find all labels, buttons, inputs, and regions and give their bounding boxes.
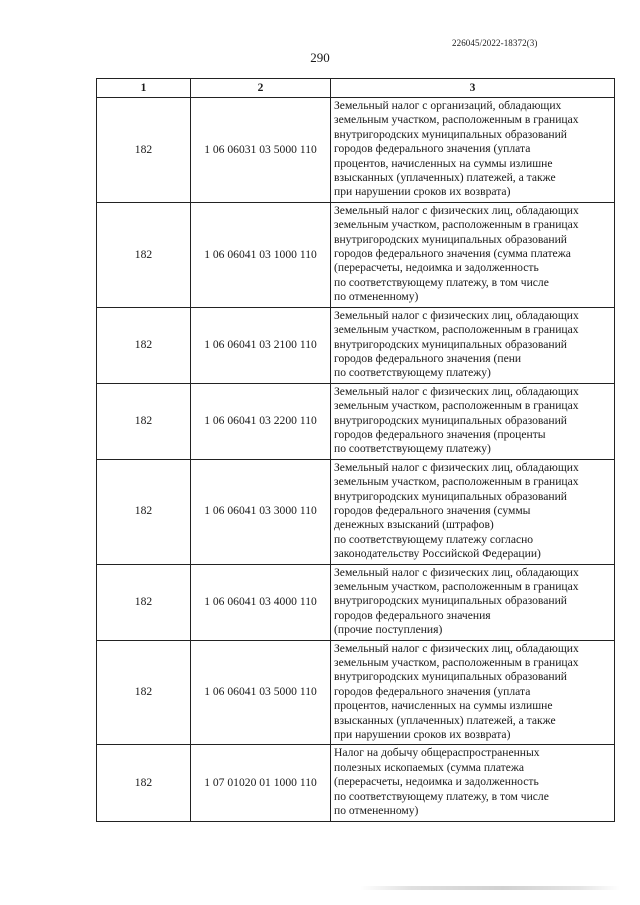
column-header-3: 3 <box>331 79 615 98</box>
budget-classification-code-cell: 1 06 06041 03 2100 110 <box>191 307 331 383</box>
table-row <box>97 459 615 564</box>
administrator-code-cell: 182 <box>97 202 191 307</box>
description-line: по соответствующему платежу) <box>334 442 491 456</box>
description-line: Земельный налог с физических лиц, обладающих <box>334 565 579 579</box>
budget-classification-code-cell: 1 06 06041 03 5000 110 <box>191 640 331 745</box>
description-line: внутригородских муниципальных образований <box>334 413 567 427</box>
page-number: 290 <box>310 50 330 65</box>
description-line: земельным участком, расположенным в границах <box>334 218 579 232</box>
table-row <box>97 745 615 821</box>
description-line: взысканных (уплаченных) платежей, а также <box>334 171 556 185</box>
budget-classification-table <box>96 78 615 822</box>
revenue-description-cell <box>331 98 615 203</box>
description-line: городов федерального значения (пени <box>334 351 522 365</box>
table-body <box>97 98 615 822</box>
description-line: внутригородских муниципальных образований <box>334 594 567 608</box>
description-line: (перерасчеты, недоимка и задолженность <box>334 775 539 789</box>
description-line: внутригородских муниципальных образований <box>334 489 567 503</box>
description-line: внутригородских муниципальных образований <box>334 337 567 351</box>
table-row <box>97 383 615 459</box>
table-row <box>97 202 615 307</box>
description-line: Земельный налог с физических лиц, обладающих <box>334 384 579 398</box>
revenue-description-cell <box>331 640 615 745</box>
description-line: земельным участком, расположенным в границах <box>334 323 579 337</box>
description-line: внутригородских муниципальных образований <box>334 670 567 684</box>
description-line: земельным участком, расположенным в границах <box>334 580 579 593</box>
budget-classification-code-cell: 1 07 01020 01 1000 110 <box>191 745 331 821</box>
document-registration-number: 226045/2022-18372(3) <box>452 38 538 48</box>
revenue-description-cell <box>331 564 615 640</box>
description-line: процентов, начисленных на суммы излишне <box>334 699 553 713</box>
budget-classification-code-cell: 1 06 06031 03 5000 110 <box>191 98 331 203</box>
revenue-description-cell <box>331 745 615 821</box>
revenue-description-cell <box>331 307 615 383</box>
description-line: при нарушении сроков их возврата) <box>334 185 511 199</box>
description-line: по соответствующему платежу, в том числе <box>334 275 549 289</box>
description-line: полезных ископаемых (сумма платежа <box>334 760 525 774</box>
description-line: (перерасчеты, недоимка и задолженность <box>334 261 539 275</box>
description-line: по соответствующему платежу, в том числе <box>334 789 549 803</box>
description-line: по отмененному) <box>334 804 419 818</box>
description-line: Земельный налог с физических лиц, обладающих <box>334 308 579 322</box>
description-line: городов федерального значения <box>334 608 491 622</box>
administrator-code-cell: 182 <box>97 459 191 564</box>
description-line: городов федерального значения (уплата <box>334 142 531 156</box>
description-line: земельным участком, расположенным в границах <box>334 113 579 127</box>
description-line: городов федерального значения (суммы <box>334 503 531 517</box>
revenue-description-cell <box>331 459 615 564</box>
description-line: Земельный налог с физических лиц, обладающих <box>334 460 579 474</box>
description-line: при нарушении сроков их возврата) <box>334 728 511 742</box>
description-line: внутригородских муниципальных образований <box>334 232 567 246</box>
budget-classification-code-cell: 1 06 06041 03 2200 110 <box>191 383 331 459</box>
table-row <box>97 307 615 383</box>
description-line: городов федерального значения (сумма платежа <box>334 247 571 261</box>
administrator-code-cell: 182 <box>97 640 191 745</box>
administrator-code-cell: 182 <box>97 383 191 459</box>
description-line: городов федерального значения (уплата <box>334 684 531 698</box>
description-line: Налог на добычу общераспространенных <box>334 746 540 760</box>
revenue-description-cell <box>331 202 615 307</box>
description-line: законодательству Российской Федерации) <box>334 547 541 561</box>
table-row <box>97 564 615 640</box>
description-line: по соответствующему платежу согласно <box>334 532 534 546</box>
description-line: внутригородских муниципальных образований <box>334 127 567 141</box>
description-line: Земельный налог с организаций, обладающих <box>334 99 562 112</box>
description-line: по отмененному) <box>334 290 419 304</box>
budget-classification-code-cell: 1 06 06041 03 3000 110 <box>191 459 331 564</box>
revenue-description-cell <box>331 383 615 459</box>
administrator-code-cell: 182 <box>97 307 191 383</box>
description-line: земельным участком, расположенным в границах <box>334 399 579 413</box>
description-line: Земельный налог с физических лиц, обладающих <box>334 641 579 655</box>
administrator-code-cell: 182 <box>97 745 191 821</box>
description-line: земельным участком, расположенным в границах <box>334 475 579 489</box>
column-header-1: 1 <box>97 79 191 98</box>
description-line: Земельный налог с физических лиц, обладающих <box>334 203 579 217</box>
description-line: денежных взысканий (штрафов) <box>334 518 494 532</box>
budget-classification-code-cell: 1 06 06041 03 1000 110 <box>191 202 331 307</box>
budget-classification-code-cell: 1 06 06041 03 4000 110 <box>191 564 331 640</box>
description-line: земельным участком, расположенным в границах <box>334 656 579 670</box>
table-row <box>97 640 615 745</box>
description-line: городов федерального значения (проценты <box>334 427 546 441</box>
table-row <box>97 98 615 203</box>
description-line: взысканных (уплаченных) платежей, а также <box>334 713 556 727</box>
column-header-2: 2 <box>191 79 331 98</box>
description-line: (прочие поступления) <box>334 623 443 637</box>
description-line: по соответствующему платежу) <box>334 366 491 380</box>
administrator-code-cell: 182 <box>97 98 191 203</box>
administrator-code-cell: 182 <box>97 564 191 640</box>
scan-artifact <box>360 886 620 890</box>
description-line: процентов, начисленных на суммы излишне <box>334 156 553 170</box>
table-header-row <box>97 79 615 98</box>
